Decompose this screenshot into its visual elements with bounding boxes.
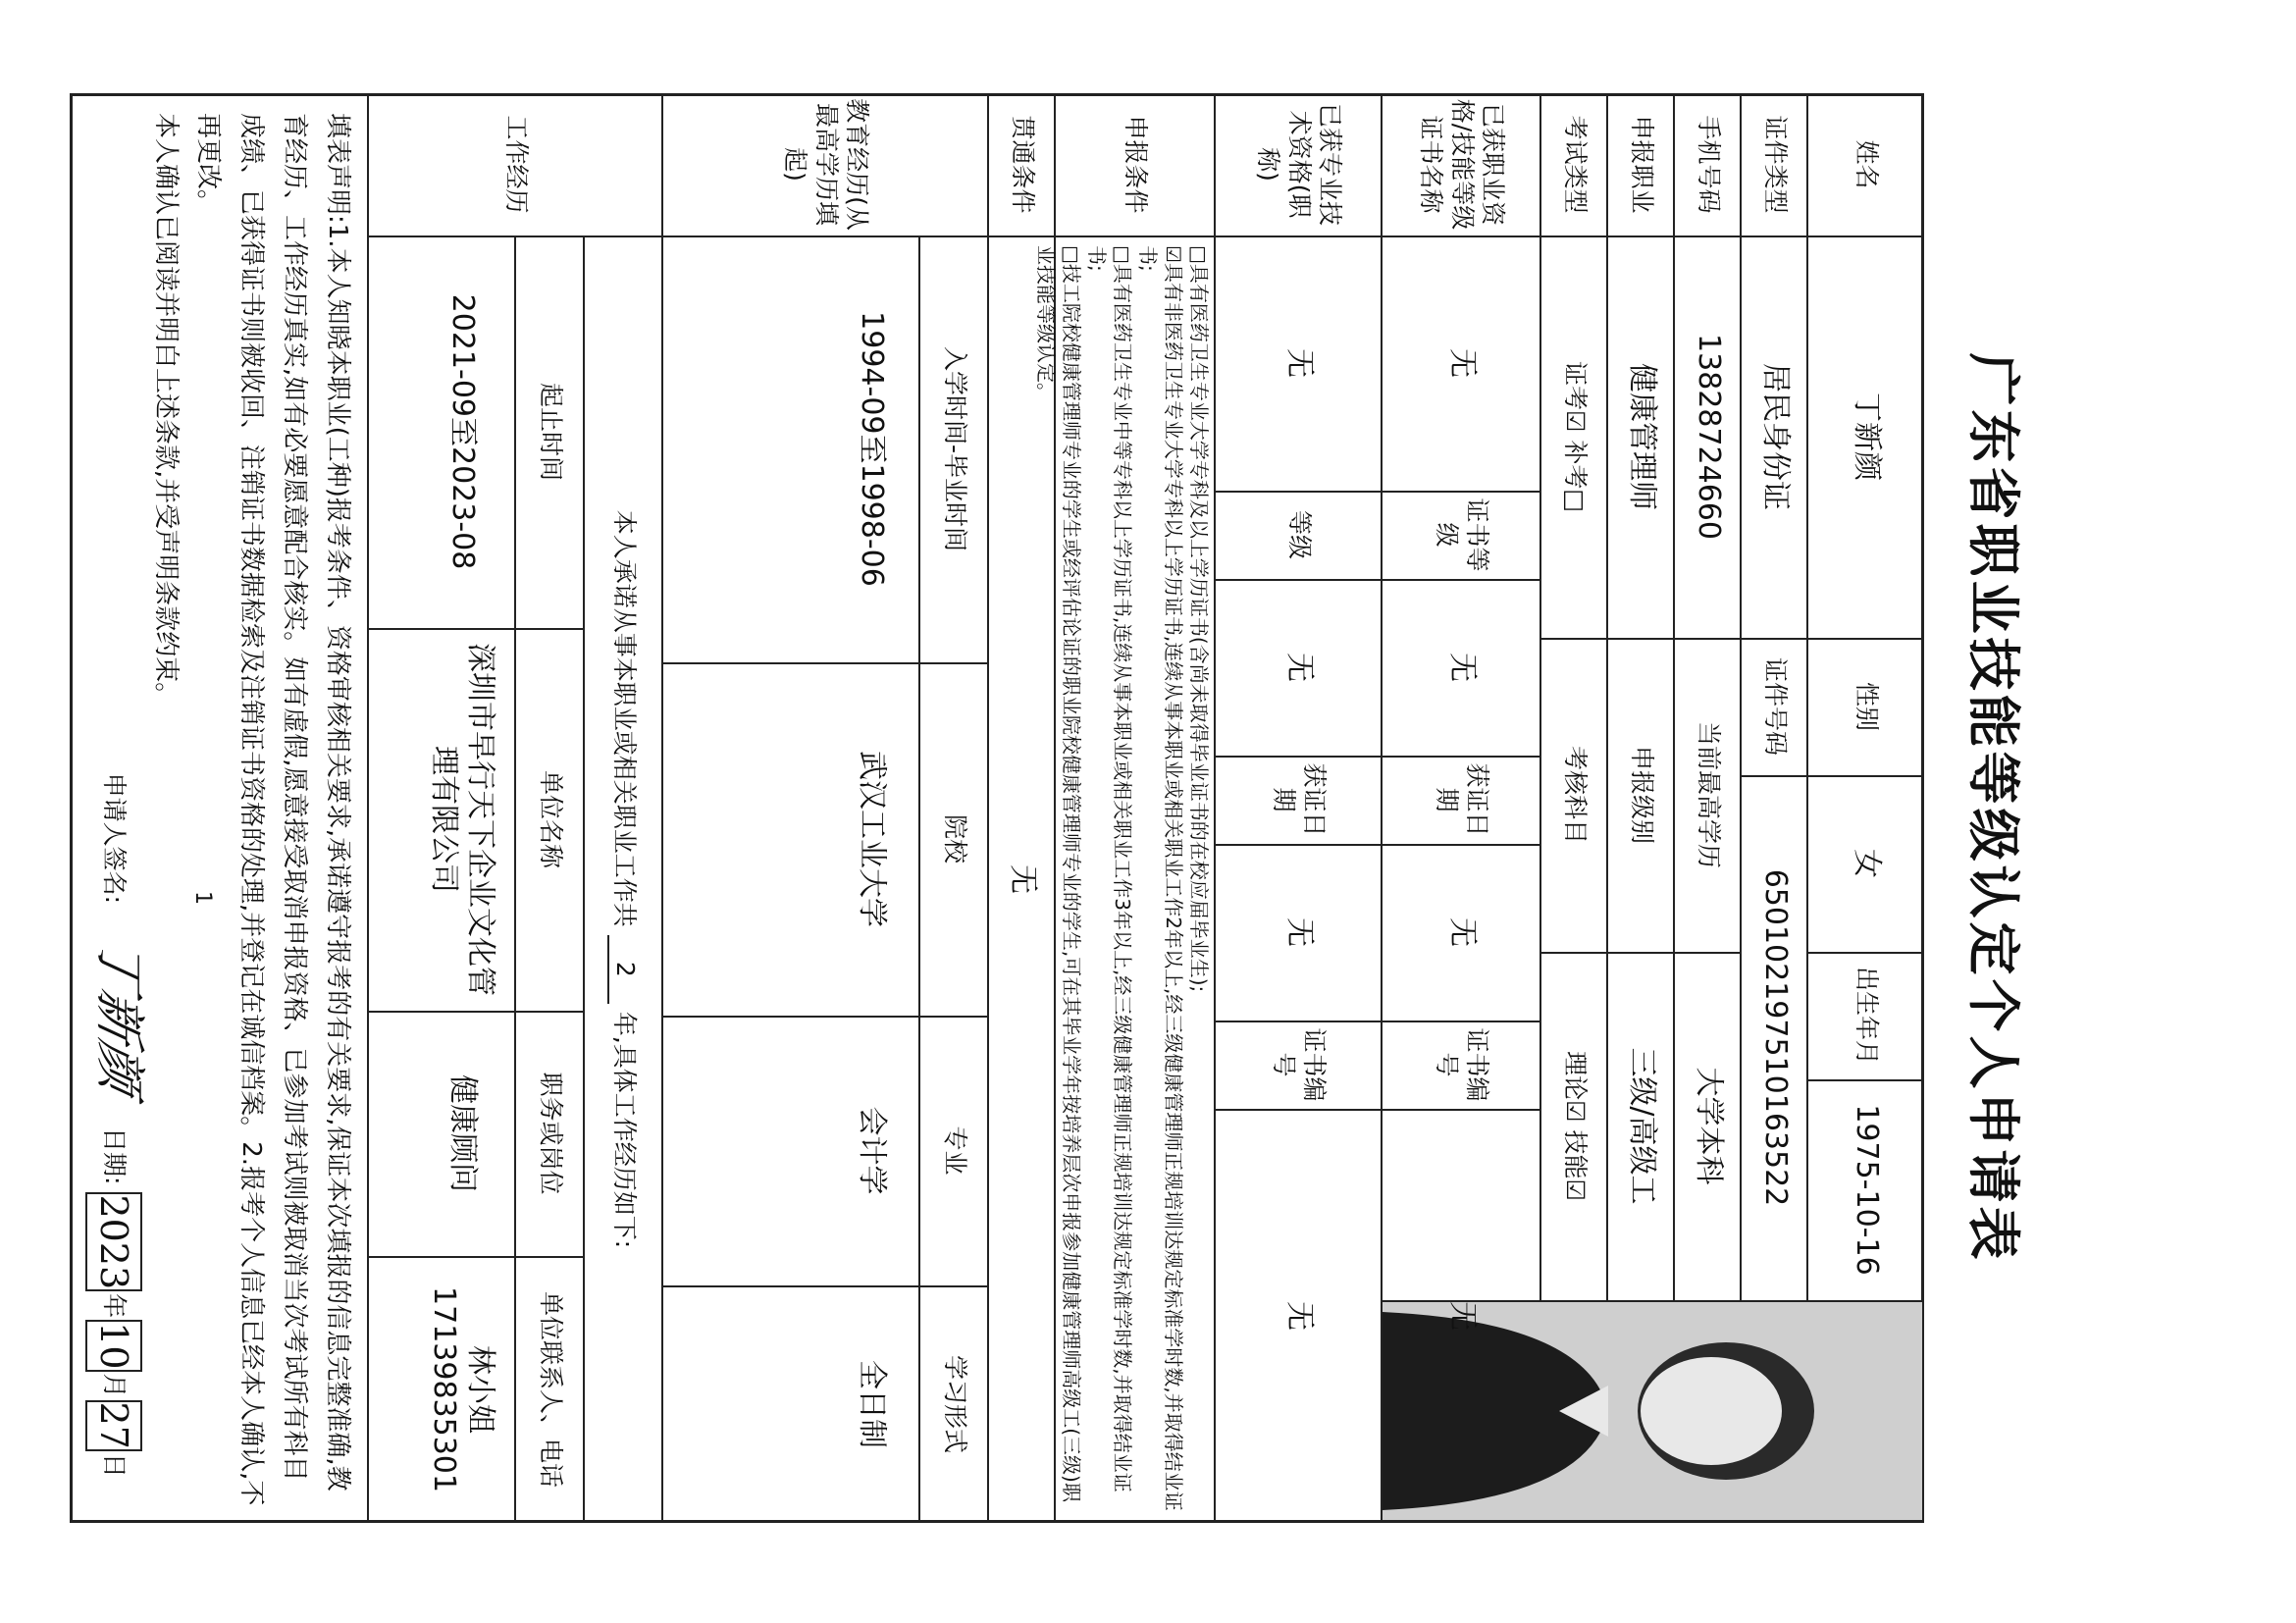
work-position: 健康顾问 — [444, 1074, 480, 1192]
level-label: 申报级别 — [1627, 745, 1656, 844]
declaration-text: 填表声明:1.本人知晓本职业(工种)报考条件、资格审核相关要求,承诺遵守报考的有关要求,保证本次填报的信息完整准确,教育经历、工作经历真实,如有必要愿意配合核实。如有虚假,愿意接受取消申报资格、已参加考试则被取消当次考试所有科目成绩、已获得证书则被收回、注销证书数据检索及注销证书资格的处理,并登记在诚信档案。2.报考个人信息已经本人确认,不再更改。 — [193, 113, 352, 1506]
work-period: 2021-09至2023-08 — [444, 293, 480, 570]
edu-history-label: 教育经历(从最高学历填起) — [781, 98, 871, 231]
signature-handwritten: 丁新颜 — [89, 932, 149, 1099]
id-number-value: 650102197510163522 — [1757, 868, 1793, 1207]
date-year: 2023 — [85, 1192, 142, 1291]
cert-level-label: 证书等级 — [1433, 497, 1492, 572]
birth-value: 1975-10-16 — [1849, 1104, 1884, 1276]
date-day-unit: 日 — [99, 1452, 129, 1478]
date-label: 日期: — [99, 1127, 129, 1185]
exam-type-options: 证考☑ 补考□ — [1560, 361, 1590, 512]
work-statement — [585, 236, 663, 1523]
phone-label: 手机号码 — [1694, 115, 1723, 214]
id-number-label: 证件号码 — [1760, 656, 1790, 756]
date-month-unit: 月 — [99, 1373, 129, 1398]
date-month: 10 — [85, 1320, 142, 1371]
through-value: 无 — [1005, 864, 1040, 894]
subjects-options: 理论☑ 技能☑ — [1560, 1051, 1590, 1201]
gender-label: 性别 — [1852, 681, 1881, 731]
form-title: 广东省职业技能等级认定个人申请表 — [1961, 352, 2024, 1264]
work-company: 深圳市早行天下企业文化管理有限公司 — [427, 643, 498, 996]
cert-tech-level: 无 — [1281, 653, 1317, 682]
edu-period: 1994-09至1998-06 — [854, 311, 889, 587]
edu-form: 全日制 — [854, 1360, 889, 1448]
major-header: 专业 — [940, 1126, 969, 1176]
cert-tech-label: 已获专业技术资格(职称) — [1254, 102, 1344, 226]
cert-voc-no: 无 — [1444, 1301, 1480, 1331]
phone-value: 13828724660 — [1691, 334, 1726, 540]
company-header: 单位名称 — [536, 769, 565, 868]
cert-tech-date: 无 — [1281, 917, 1317, 947]
contact-header: 单位联系人、电话 — [536, 1290, 565, 1488]
id-type-value: 居民身份证 — [1757, 363, 1793, 510]
application-form — [54, 93, 2042, 1523]
work-years: 2 — [607, 935, 640, 1004]
cert-tech-no: 无 — [1281, 1301, 1317, 1331]
school-header: 院校 — [940, 813, 969, 864]
gender-value: 女 — [1849, 849, 1884, 878]
study-form-header: 学习形式 — [940, 1354, 969, 1453]
work-period-header: 起止时间 — [536, 382, 565, 481]
work-contact: 林小姐 17139835301 — [427, 1286, 498, 1492]
cert-voc-level: 无 — [1444, 653, 1480, 682]
cert-date-label: 获证日期 — [1433, 762, 1492, 837]
signature-label: 申请人签名: — [99, 772, 129, 904]
date-year-unit: 年 — [99, 1293, 129, 1319]
cert-tech-date-label: 获证日期 — [1270, 762, 1330, 837]
cert-voc-name: 无 — [1444, 348, 1480, 378]
date-field — [79, 1124, 148, 1516]
edu-major: 会计学 — [854, 1106, 889, 1195]
cert-voc-label: 已获职业资格/技能等级证书名称 — [1417, 98, 1507, 231]
subjects-label: 考核科目 — [1560, 745, 1590, 844]
level-only-label: 等级 — [1284, 509, 1314, 559]
condition-3: □具有医药卫生专业中等专科以上学历证书,连续从事本职业或相关职业工作3年以上,经三级健康管理师正规培训达规定标准学时数,并取得结业证书; — [1085, 245, 1134, 1492]
through-label: 贯通条件 — [1008, 115, 1037, 214]
education-value: 大学本科 — [1691, 1067, 1726, 1185]
work-statement-suffix: 年,具体工作经历如下: — [609, 1011, 639, 1249]
edu-school: 武汉工业大学 — [854, 751, 889, 927]
date-day: 27 — [85, 1400, 142, 1451]
id-type-label: 证件类型 — [1760, 115, 1790, 214]
conditions-label: 申报条件 — [1122, 115, 1151, 214]
occupation-value: 健康管理师 — [1624, 363, 1659, 510]
name-value: 丁新颜 — [1849, 393, 1884, 481]
work-history-label: 工作经历 — [501, 115, 531, 214]
exam-type-label: 考试类型 — [1560, 115, 1590, 214]
position-header: 职务或岗位 — [536, 1072, 565, 1195]
work-statement-prefix: 本人承诺从事本职业或相关职业工作共 — [609, 509, 639, 927]
condition-1: □具有医药卫生专业大学专科及以上学历证书(含尚未取得毕业证书的在校应届毕业生); — [1187, 245, 1211, 993]
condition-2: ☑具有非医药卫生专业大学专科以上学历证书,连续从事本职业或相关职业工作2年以上,经三级健康管理师正规培训达规定标准学时数,并取得结业证书; — [1136, 245, 1185, 1511]
page-number: 1 — [189, 891, 215, 905]
name-label: 姓名 — [1852, 139, 1881, 189]
birth-label: 出生年月 — [1852, 966, 1881, 1065]
cert-voc-date: 无 — [1444, 917, 1480, 947]
education-label: 当前最高学历 — [1694, 720, 1723, 868]
cert-tech-name: 无 — [1281, 348, 1317, 378]
condition-4: □技工院校健康管理师专业的学生或经评估论证的职业院校健康管理师专业的学生,可在其毕业学年按培养层次申报参加健康管理师高级工(三级)职业技能等级认定。 — [1034, 245, 1083, 1502]
edu-period-header: 入学时间-毕业时间 — [940, 345, 969, 552]
level-value: 三级/高级工 — [1624, 1047, 1659, 1205]
confirm-text: 本人确认已阅读并明白上述条款,并受声明条款约束。 — [151, 113, 181, 708]
conditions-list — [1034, 245, 1212, 1511]
cert-no-label: 证书编号 — [1433, 1027, 1492, 1102]
occupation-label: 申报职业 — [1627, 115, 1656, 214]
cert-tech-no-label: 证书编号 — [1270, 1027, 1330, 1102]
